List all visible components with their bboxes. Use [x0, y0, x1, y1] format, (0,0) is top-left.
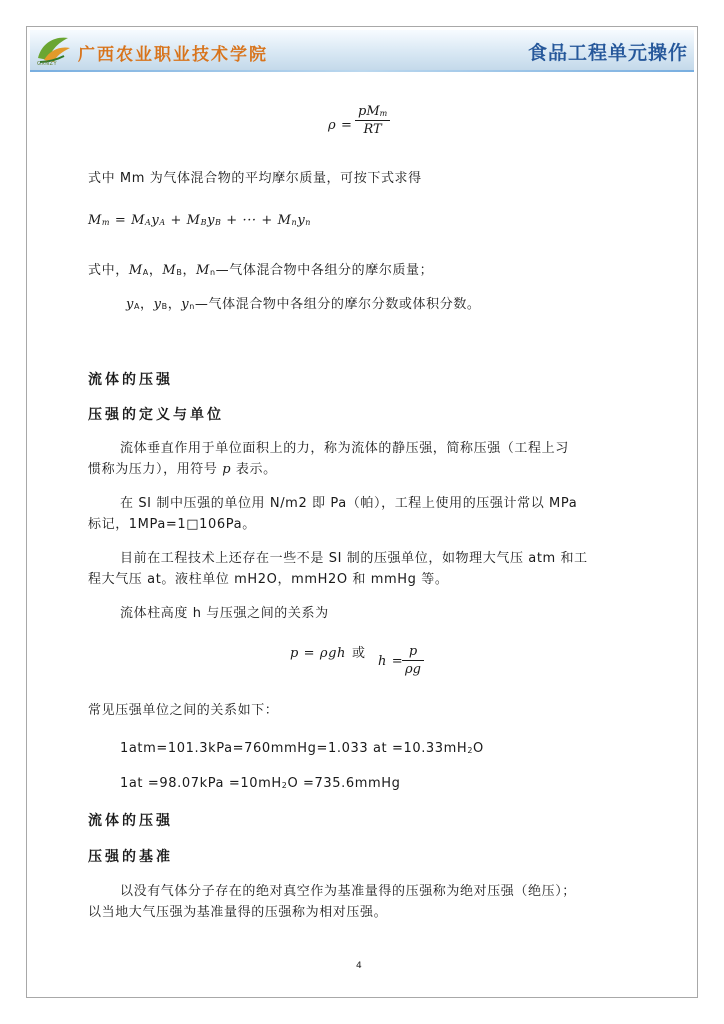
- paragraph-column-height: 流体柱高度 h 与压强之间的关系为: [120, 606, 329, 621]
- school-name: 广西农业职业技术学院: [78, 45, 268, 65]
- paragraph-component-fraction: $y_A$，$y_B$，$y_n—$气体混合物中各组分的摩尔分数或体积分数。: [126, 297, 481, 312]
- mixture-molar-mass-equation: $M_m = M_Ay_A + M_By_B$ + ··· + $M_ny_n$: [88, 213, 312, 228]
- paragraph-si-unit-line1: 在 SI 制中压强的单位用 N/m2 即 Pa（帕），工程上使用的压强计常以 MPa: [120, 496, 578, 511]
- section-heading-fluid-pressure: 流体的压强: [88, 372, 173, 388]
- at-conversion: $1at =98.07kPa =10mH_2O$ =735.6mmHg: [120, 776, 401, 791]
- density-lhs: ρ =: [328, 118, 353, 133]
- paragraph-absolute-pressure-line1: 以没有气体分子存在的绝对真空作为基准量得的压强称为绝对压强（绝压）；: [120, 884, 576, 899]
- equation-or-label: 或: [352, 646, 366, 661]
- paragraph-non-si-units-line1: 目前在工程技术上还存在一些不是 SI 制的压强单位，如物理大气压 atm 和工: [120, 551, 588, 566]
- section-heading-fluid-pressure-2: 流体的压强: [88, 813, 173, 829]
- paragraph-pressure-definition-line2: 惯称为压力），用符号 p 表示。: [88, 462, 277, 477]
- height-denominator: ρg: [402, 660, 424, 677]
- paragraph-si-unit-line2: 标记，1MPa=1□106Pa。: [88, 517, 256, 532]
- subheading-pressure-reference: 压强的基准: [88, 849, 173, 865]
- density-fraction: [355, 104, 390, 137]
- header-divider: [30, 70, 694, 72]
- paragraph-non-si-units-line2: 程大气压 at。液柱单位 mH2O，mmH2O 和 mmHg 等。: [88, 572, 449, 587]
- logo-caption: GXNZY: [37, 61, 58, 67]
- paragraph-mean-molar-mass: 式中 Mm 为气体混合物的平均摩尔质量，可按下式求得: [88, 171, 422, 186]
- density-numerator-sub: m: [379, 109, 388, 118]
- density-denominator: RT: [355, 120, 390, 137]
- density-numerator: pM: [358, 104, 380, 119]
- paragraph-pressure-definition-line1: 流体垂直作用于单位面积上的力，称为流体的静压强，简称压强（工程上习: [120, 441, 569, 456]
- paragraph-unit-relations: 常见压强单位之间的关系如下：: [88, 703, 279, 718]
- paragraph-absolute-pressure-line2: 以当地大气压强为基准量得的压强称为相对压强。: [88, 905, 388, 920]
- height-numerator: p: [408, 644, 418, 659]
- atm-conversion: 1atm=101.3kPa=760mmHg=1.033 at $=10.33mH_2O$: [120, 741, 484, 756]
- height-equation-fraction: [402, 644, 424, 677]
- subheading-pressure-definition: 压强的定义与单位: [88, 407, 224, 423]
- pressure-equation: p = ρgh: [290, 646, 347, 661]
- course-title: 食品工程单元操作: [527, 42, 688, 64]
- height-equation-lhs: h =: [378, 654, 404, 669]
- page-number: 4: [356, 961, 362, 971]
- paragraph-component-molar-mass: 式中，$M_A$，$M_B$，$M_n—$气体混合物中各组分的摩尔质量；: [88, 263, 434, 278]
